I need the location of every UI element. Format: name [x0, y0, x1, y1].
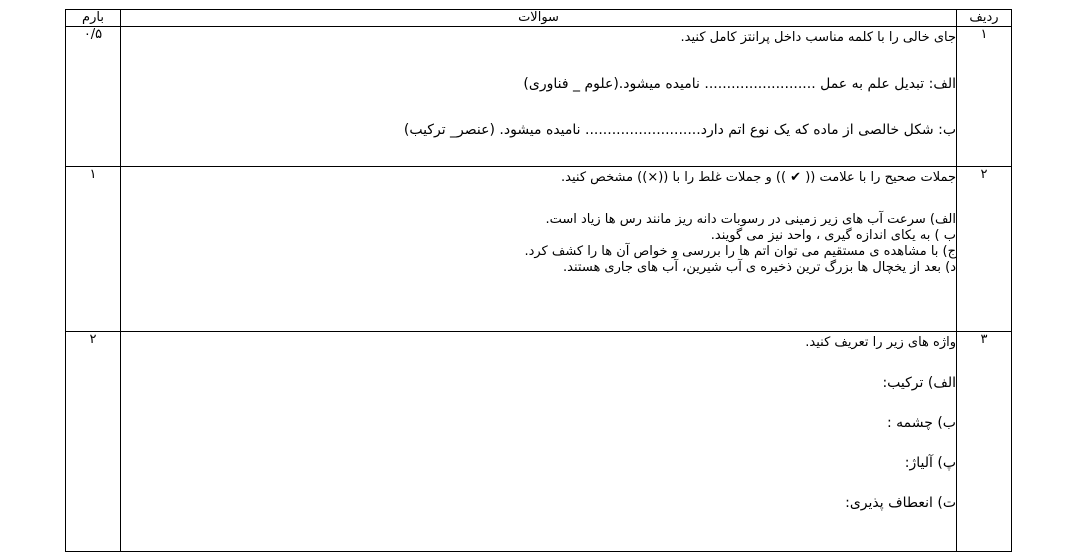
question-title: جملات صحیح را با علامت (( ✔ )) و جملات غلط را با ((×)) مشخص کنید.	[561, 170, 956, 185]
question-item: الف: تبدیل علم به عمل ......................... نامیده میشود.(علوم _ فناوری)	[523, 76, 956, 92]
question-item: الف) سرعت آب های زیر زمینی در رسوبات دانه ریز مانند رس ها زیاد است.	[545, 212, 956, 227]
question-content	[121, 167, 957, 332]
question-score: ۱	[66, 167, 121, 332]
question-score: ۰/۵	[66, 27, 121, 167]
question-row-2	[66, 167, 1012, 332]
question-row-1	[66, 27, 1012, 167]
question-item: ب: شکل خالصی از ماده که یک نوع اتم دارد.......................... نامیده میشود. (عنصر_ ترکیب)	[403, 122, 956, 138]
question-item: ج) با مشاهده ی مستقیم می توان اتم ها را بررسی و خواص آن ها را کشف کرد.	[524, 244, 956, 259]
question-number: ۲	[957, 167, 1012, 332]
question-item: ت) انعطاف پذیری:	[845, 495, 956, 511]
question-number: ۱	[957, 27, 1012, 167]
header-row	[66, 10, 1012, 27]
question-title: جای خالی را با کلمه مناسب داخل پرانتز کامل کنید.	[680, 30, 956, 45]
question-item: پ) آلیاژ:	[904, 455, 956, 471]
question-title: واژه های زیر را تعریف کنید.	[805, 335, 956, 350]
question-score: ۲	[66, 332, 121, 552]
header-score: بارم	[66, 10, 121, 27]
question-number: ۳	[957, 332, 1012, 552]
question-content	[121, 332, 957, 552]
question-item: د) بعد از یخچال ها بزرگ ترین ذخیره ی آب شیرین، آب های جاری هستند.	[563, 260, 956, 275]
exam-table	[65, 9, 1012, 552]
question-row-3	[66, 332, 1012, 552]
header-questions: سوالات	[121, 10, 957, 27]
question-item: ب) چشمه :	[886, 415, 956, 431]
question-content	[121, 27, 957, 167]
header-row-number: ردیف	[957, 10, 1012, 27]
question-item: الف) ترکیب:	[882, 375, 956, 391]
question-item: ب ) به یکای اندازه گیری ، واحد نیز می گویند.	[710, 228, 956, 243]
